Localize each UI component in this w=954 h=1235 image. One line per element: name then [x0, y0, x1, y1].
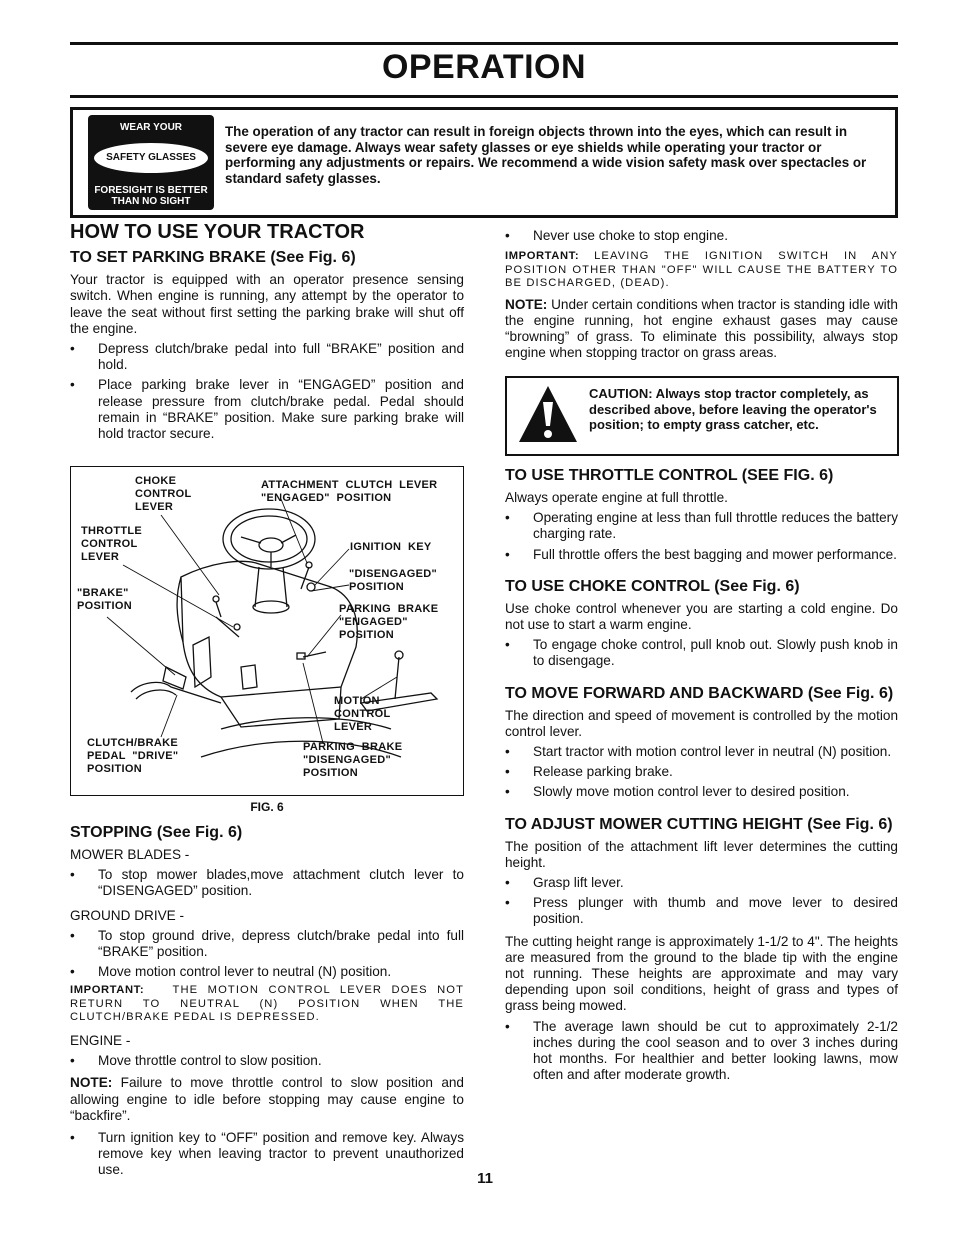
list-item: • Full throttle offers the best bagging and mower performance. — [505, 546, 897, 562]
list-item-text: Grasp lift lever. — [533, 875, 624, 891]
list-item-text: Slowly move motion control lever to desired position. — [533, 784, 850, 800]
safety-warning-box — [70, 107, 898, 218]
fig-label-disengaged: "DISENGAGED" POSITION — [349, 568, 437, 593]
move-intro: The direction and speed of movement is controlled by the motion control lever. — [505, 707, 898, 739]
safety-glasses-icon — [88, 115, 214, 210]
list-item: • Depress clutch/brake pedal into full “BRAKE” position and hold. — [70, 341, 464, 373]
ground-drive-label: GROUND DRIVE - — [70, 907, 185, 923]
important-label: IMPORTANT: — [70, 984, 145, 997]
list-item: • Never use choke to stop engine. — [505, 228, 898, 244]
list-item-text: Move motion control lever to neutral (N) position. — [98, 964, 392, 980]
fig-label-ignition: IGNITION KEY — [350, 541, 432, 553]
note-text: Under certain conditions when tractor is standing idle with the engine running, hot engine exhaust gases may cause “browning” of grass. To eliminate this possibility, always stop engine when stopping tractor on grass areas. — [505, 296, 898, 361]
note-label: NOTE: — [505, 296, 548, 312]
list-item: • Move motion control lever to neutral (N) position. — [70, 964, 464, 980]
figure-caption: FIG. 6 — [250, 800, 284, 814]
fig-label-brake-position: "BRAKE" POSITION — [77, 587, 132, 612]
parking-heading: TO SET PARKING BRAKE (See Fig. 6) — [70, 249, 356, 267]
height-paragraph: The cutting height range is approximately 1-1/2 to 4". The heights are measured from the ground to the blade tip with the engine not running. These heights are approximate and may vary depending upon soil conditions, height of grass and types of grass being mowed. — [505, 933, 898, 1014]
important-text: LEAVING THE IGNITION SWITCH IN ANY POSITION OTHER THAN "OFF" WILL CAUSE THE BATTERY TO BE DISCHARGED, (DEAD). — [505, 250, 898, 290]
right-column-bottom — [505, 466, 898, 1087]
title-rule — [70, 95, 898, 98]
list-item-text: Place parking brake lever in “ENGAGED” position and release pressure from clutch/brake pedal. Pedal should remain in “BRAKE” position. Make sure parking brake will hold tractor secure. — [98, 377, 464, 442]
important-text: THE MOTION CONTROL LEVER DOES NOT RETURN TO NEUTRAL (N) POSITION WHEN THE CLUTCH/BRAKE PEDAL IS DEPRESSED. — [70, 984, 465, 1024]
list-item-text: Turn ignition key to “OFF” position and remove key. Always remove key when leaving tractor to prevent unauthorized use. — [98, 1129, 464, 1178]
page-number: 11 — [477, 1170, 493, 1187]
caution-box — [505, 376, 899, 456]
list-item-text: Press plunger with thumb and move lever to desired position. — [533, 895, 898, 927]
engine-label: ENGINE - — [70, 1032, 131, 1048]
list-item: • Turn ignition key to “OFF” position and remove key. Always remove key when leaving tractor to prevent unauthorized use. — [70, 1129, 464, 1178]
choke-intro: Use choke control whenever you are starting a cold engine. Do not use to start a warm engine. — [505, 600, 898, 633]
list-item: • Start tractor with motion control lever in neutral (N) position. — [505, 744, 898, 760]
glasses-label-top: WEAR YOUR — [119, 122, 183, 133]
list-item-text: To engage choke control, pull knob out. Slowly push knob in to disengage. — [533, 637, 898, 669]
section-heading: HOW TO USE YOUR TRACTOR — [70, 221, 365, 243]
important-note — [505, 250, 898, 291]
right-column-top — [505, 228, 898, 366]
list-item-text: Full throttle offers the best bagging and mower performance. — [533, 546, 897, 562]
note — [505, 297, 898, 362]
list-item: • Slowly move motion control lever to desired position. — [505, 784, 898, 800]
list-item: • Move throttle control to slow position. — [70, 1053, 464, 1069]
figure-6 — [70, 466, 464, 796]
parking-intro: Your tractor is equipped with an operator presence sensing switch. When engine is running, any attempt by the operator to leave the seat without first setting the parking brake will shut off the engine. — [70, 272, 464, 336]
fig-label-clutch-brake: CLUTCH/BRAKE PEDAL "DRIVE" POSITION — [87, 737, 179, 775]
fig-label-motion-control: MOTION CONTROL LEVER — [334, 695, 391, 733]
fig-label-choke: CHOKE CONTROL LEVER — [135, 475, 192, 513]
choke-heading: TO USE CHOKE CONTROL (See Fig. 6) — [505, 577, 800, 595]
caution-text: CAUTION: Always stop tractor completely, as described above, before leaving the operator's position; to empty grass catcher, etc. — [589, 386, 877, 432]
list-item-text: Operating engine at less than full throttle reduces the battery charging rate. — [533, 510, 898, 542]
list-item-text: To stop ground drive, depress clutch/brake pedal into full “BRAKE” position. — [98, 927, 464, 960]
list-item-text: Start tractor with motion control lever in neutral (N) position. — [533, 744, 892, 760]
left-column-bottom — [70, 823, 464, 1183]
list-item-text: The average lawn should be cut to approximately 2-1/2 inches during the cool season and to over 3 inches during hot months. For healthier and better looking lawns, mow often and after moderate growth. — [533, 1018, 898, 1083]
warning-triangle-icon — [517, 384, 579, 444]
fig-label-parking-disengaged: PARKING BRAKE "DISENGAGED" POSITION — [303, 741, 403, 779]
list-item-text: Release parking brake. — [533, 764, 673, 780]
throttle-intro: Always operate engine at full throttle. — [505, 490, 728, 505]
glasses-label-bottom-1: FORESIGHT IS BETTER — [94, 185, 208, 196]
throttle-heading: TO USE THROTTLE CONTROL (SEE FIG. 6) — [505, 467, 834, 484]
mower-blades-label: MOWER BLADES - — [70, 847, 190, 862]
note — [70, 1075, 464, 1124]
list-item: • Operating engine at less than full throttle reduces the battery charging rate. — [505, 510, 898, 542]
list-item: • Press plunger with thumb and move lever to desired position. — [505, 895, 898, 927]
list-item-text: Move throttle control to slow position. — [98, 1053, 322, 1069]
list-item: • To stop ground drive, depress clutch/brake pedal into full “BRAKE” position. — [70, 927, 464, 960]
glasses-label-bottom-2: THAN NO SIGHT — [111, 196, 191, 207]
move-heading: TO MOVE FORWARD AND BACKWARD (See Fig. 6) — [505, 684, 894, 702]
left-column-top — [70, 221, 464, 446]
fig-label-throttle: THROTTLE CONTROL LEVER — [81, 525, 143, 563]
glasses-label-mid: SAFETY GLASSES — [94, 143, 208, 173]
top-rule — [70, 42, 898, 45]
list-item: • The average lawn should be cut to approximately 2-1/2 inches during the cool season and to over 3 inches during hot months. For healthier and better looking lawns, mow often and after moderate growth. — [505, 1018, 898, 1083]
fig-label-parking-engaged: PARKING BRAKE "ENGAGED" POSITION — [339, 603, 439, 641]
list-item: • Place parking brake lever in “ENGAGED” position and release pressure from clutch/brake pedal. Pedal should remain in “BRAKE” position. Make sure parking brake will hold tractor secure. — [70, 377, 464, 442]
list-item: • Grasp lift lever. — [505, 875, 898, 891]
note-text: Failure to move throttle control to slow position and allowing engine to idle before stopping may cause engine to “backfire”. — [70, 1075, 464, 1123]
page-title: OPERATION — [381, 48, 587, 86]
list-item: • To stop mower blades,move attachment clutch lever to “DISENGAGED” position. — [70, 867, 464, 899]
height-intro: The position of the attachment lift lever determines the cutting height. — [505, 838, 898, 870]
list-item: • Release parking brake. — [505, 764, 898, 780]
height-heading: TO ADJUST MOWER CUTTING HEIGHT (See Fig. 6) — [505, 815, 893, 833]
list-item-text: To stop mower blades,move attachment clutch lever to “DISENGAGED” position. — [98, 867, 464, 899]
important-label: IMPORTANT: — [505, 250, 580, 263]
warning-text: The operation of any tractor can result in foreign objects thrown into the eyes, which can result in severe eye damage. Always wear safety glasses or eye shields while operating your tractor or performing any adjustments or repairs. We recommend a wide vision safety mask over spectacles or standard safety glasses. — [225, 124, 867, 186]
note-label: NOTE: — [70, 1075, 113, 1091]
list-item-text: Depress clutch/brake pedal into full “BRAKE” position and hold. — [98, 341, 464, 373]
list-item: • To engage choke control, pull knob out. Slowly push knob in to disengage. — [505, 637, 898, 669]
list-item-text: Never use choke to stop engine. — [533, 228, 728, 243]
important-note — [70, 984, 464, 1025]
stopping-heading: STOPPING (See Fig. 6) — [70, 824, 243, 841]
fig-label-attachment: ATTACHMENT CLUTCH LEVER "ENGAGED" POSITION — [261, 479, 438, 504]
